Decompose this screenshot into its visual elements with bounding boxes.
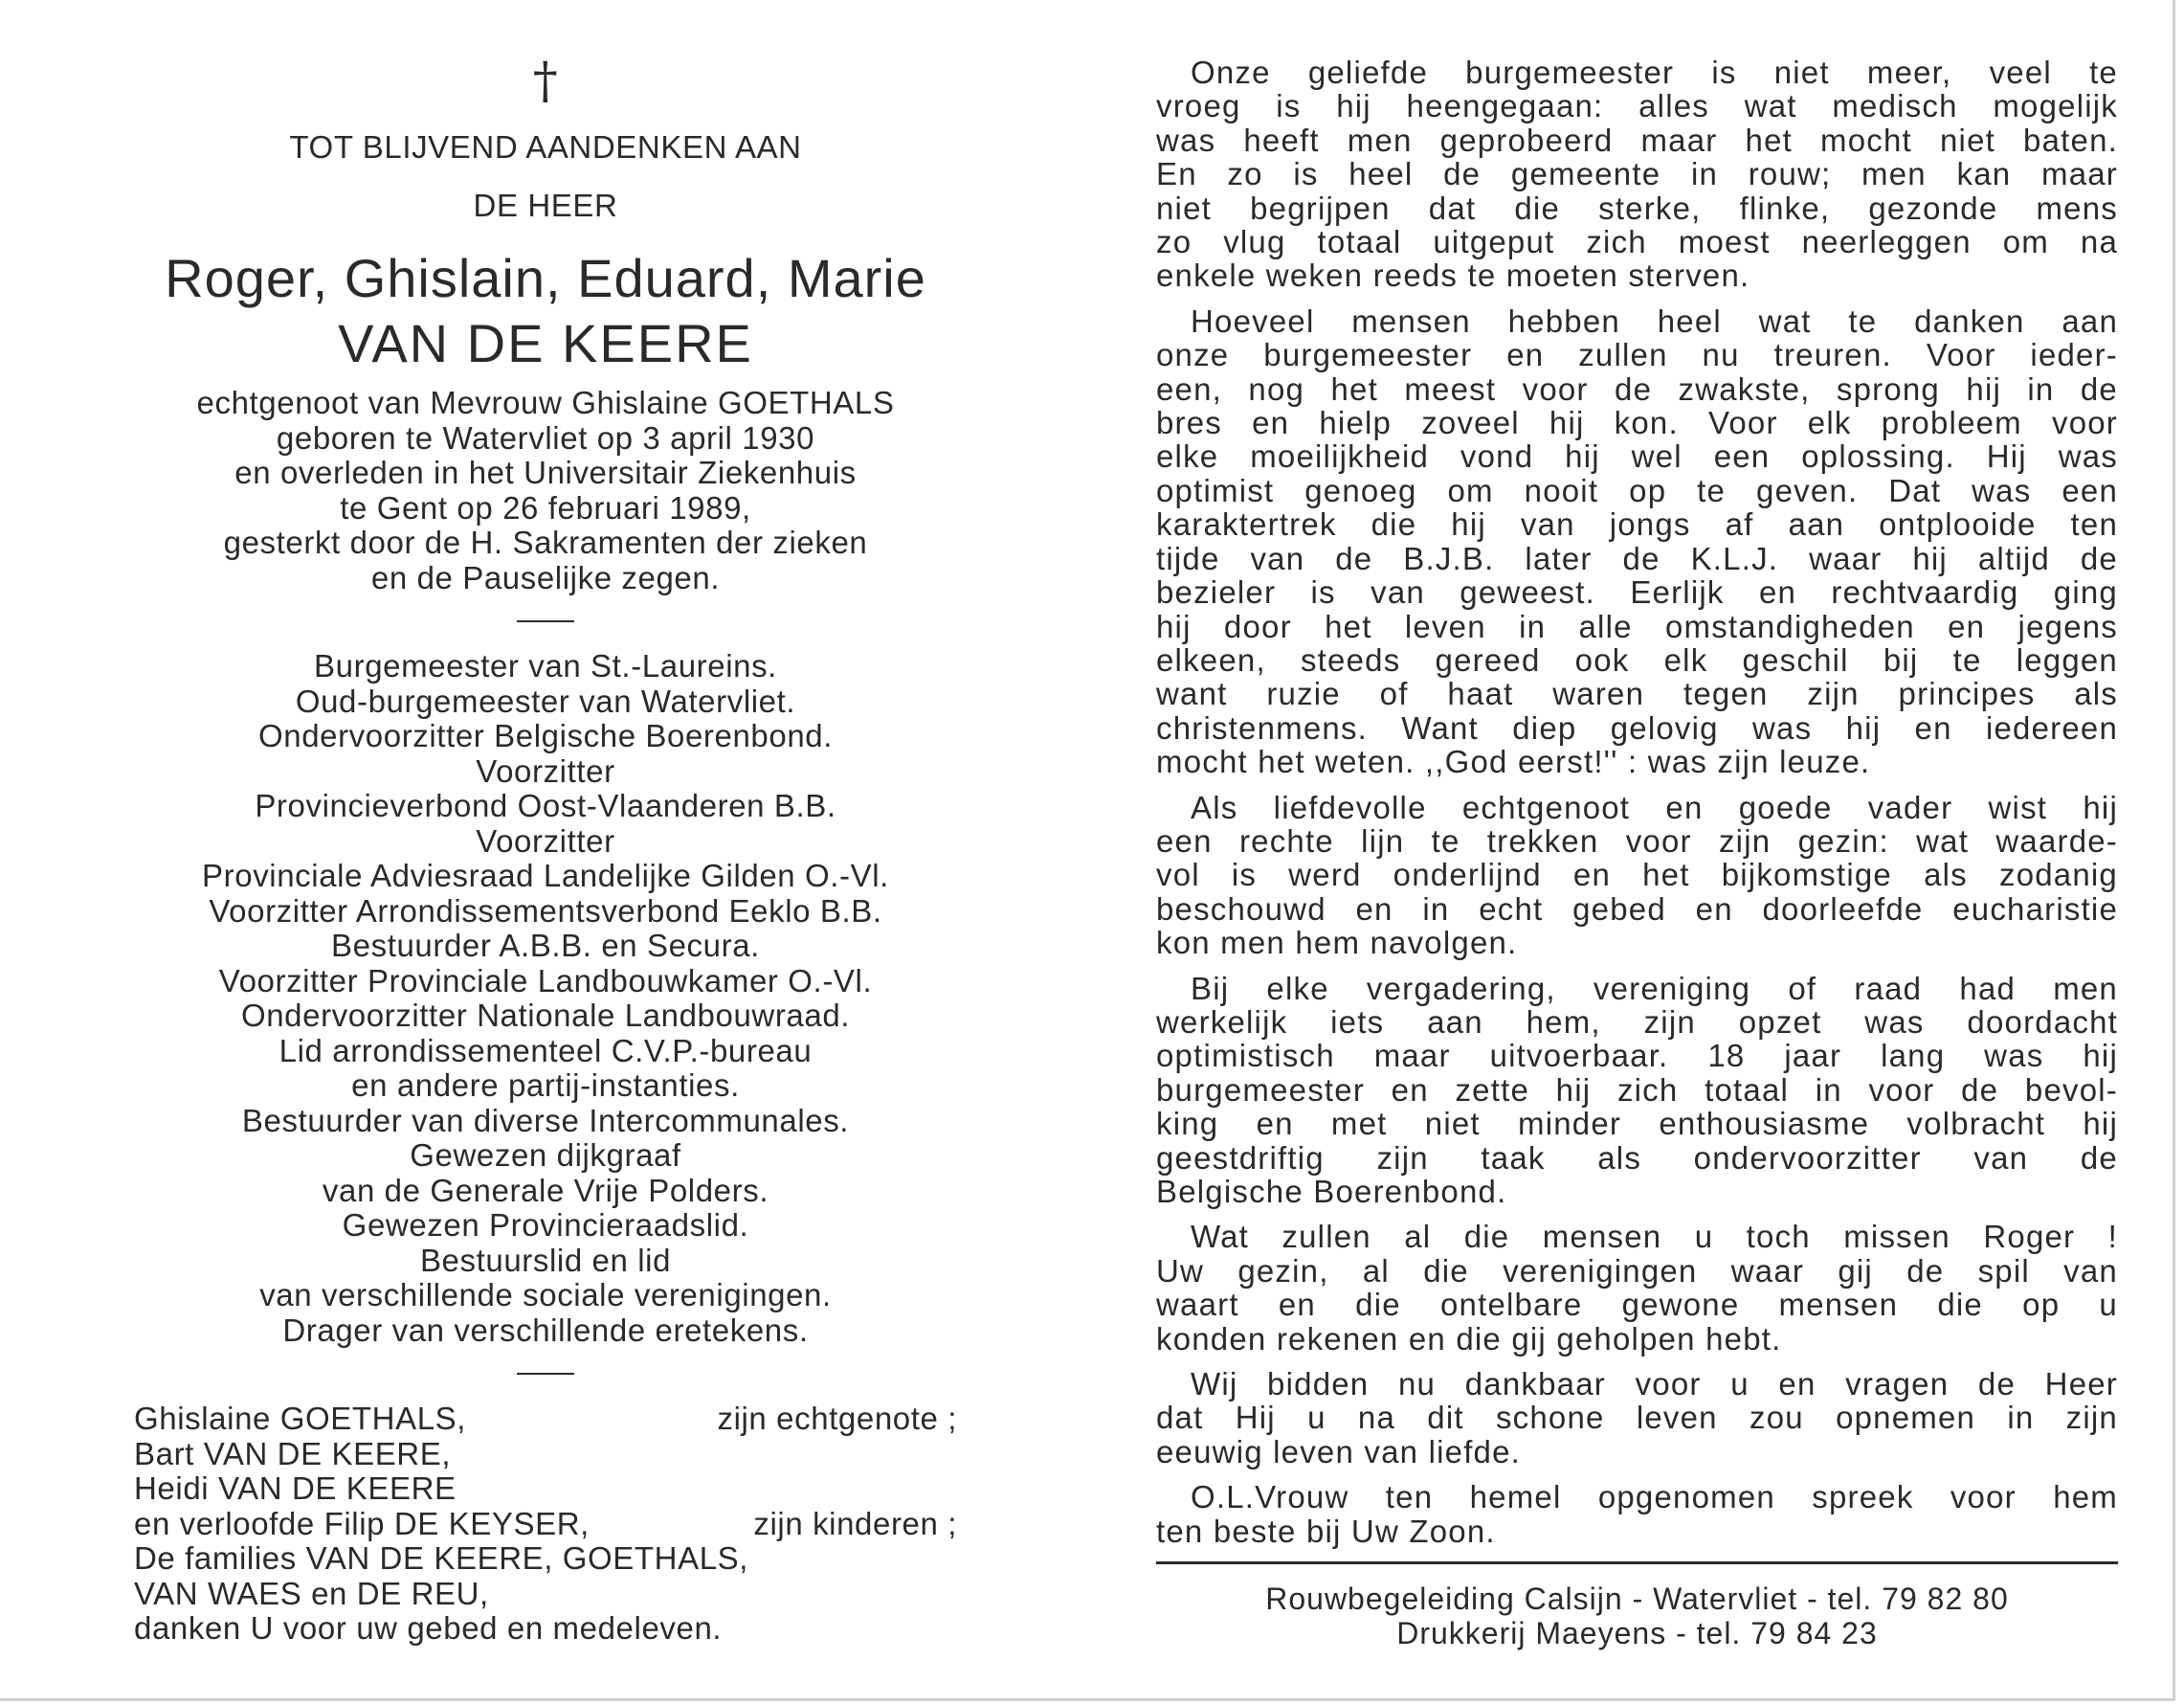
tribute-line: een, nog het meest voor de zwakste, sprong hij in de: [1156, 370, 2118, 407]
tribute-line: Bij elke vergadering, vereniging of raad had men: [1191, 970, 2118, 1006]
surname: VAN DE KEERE: [338, 313, 753, 373]
bio-line: geboren te Watervliet op 3 april 1930: [276, 419, 815, 456]
function-line: van de Generale Vrije Polders.: [322, 1172, 769, 1208]
tribute-line: was heeft men geprobeerd maar het mocht niet baten.: [1156, 122, 2118, 158]
family-role: zijn echtgenote ;: [717, 1401, 957, 1436]
function-line: Drager van verschillende eretekens.: [282, 1312, 809, 1348]
tribute-line: vroeg is hij heengegaan: alles wat medisch mogelijk: [1156, 88, 2118, 124]
bio-line: te Gent op 26 februari 1989,: [340, 489, 751, 526]
tribute-line: tijde van de B.J.B. later de K.L.J. waar hij altijd de: [1156, 540, 2118, 576]
bio-line: en overleden in het Universitair Ziekenhuis: [234, 455, 857, 490]
tribute-line: burgemeester en zette hij zich totaal in voor de bevol-: [1156, 1071, 2118, 1108]
function-line: Voorzitter Arrondissementsverbond Eeklo B.B.: [209, 892, 882, 929]
function-line: Burgemeester van St.-Laureins.: [314, 648, 777, 684]
left-column: [124, 53, 967, 1647]
tribute-line: een rechte lijn te trekken voor zijn gezin: wat waarde-: [1156, 822, 2118, 859]
tribute-line: dat Hij u na dit schone leven zou opnemen in zijn: [1156, 1400, 2118, 1436]
tribute-line: vol is werd onderlijnd en het bijkomstige als zodanig: [1156, 857, 2118, 893]
tribute-line: ten beste bij Uw Zoon.: [1156, 1513, 1496, 1549]
tribute-line: mocht het weten. ,,God eerst!'' : was zijn leuze.: [1156, 744, 1871, 780]
tribute-line: optimist genoeg om nooit op te geven. Dat was een: [1156, 472, 2118, 508]
function-line: Provincieverbond Oost-Vlaanderen B.B.: [255, 788, 836, 823]
tribute-line: geestdriftig zijn taak als ondervoorzitter van de: [1156, 1139, 2118, 1176]
tribute-line: waart en die ontelbare gewone mensen die op u: [1156, 1287, 2118, 1323]
tribute-paragraph: [1156, 1480, 2118, 1548]
function-line: Ondervoorzitter Nationale Landbouwraad.: [240, 998, 851, 1033]
functions-block: [124, 649, 967, 1348]
family-name: De families VAN DE KEERE, GOETHALS,: [134, 1540, 749, 1576]
tribute-text: [1156, 56, 2118, 1548]
bio-line: gesterkt door de H. Sakramenten der zieken: [223, 525, 868, 560]
tribute-line: Wat zullen al die mensen u toch missen Roger !: [1191, 1219, 2118, 1255]
family-row: [134, 1507, 957, 1542]
function-line: Bestuurder A.B.B. en Secura.: [331, 928, 760, 963]
tribute-line: optimistisch maar uitvoerbaar. 18 jaar lang was hij: [1156, 1038, 2118, 1074]
tribute-line: O.L.Vrouw ten hemel opgenomen spreek voor hem: [1191, 1479, 2118, 1515]
function-line: Bestuurslid en lid: [419, 1242, 672, 1278]
tribute-line: elke moeilijkheid vond hij wel een oplossing. Hij was: [1156, 438, 2118, 475]
tribute-line: karaktertrek die hij van jongs af aan ontplooide ten: [1156, 506, 2118, 543]
family-block: [134, 1402, 957, 1647]
tribute-line: Als liefdevolle echtgenoot en goede vader wist hij: [1191, 789, 2118, 825]
family-role: zijn kinderen ;: [753, 1505, 957, 1541]
family-name: Heidi VAN DE KEERE: [134, 1470, 457, 1506]
function-line: Ondervoorzitter Belgische Boerenbond.: [257, 718, 834, 753]
bio-block: [124, 386, 967, 595]
tribute-paragraph: [1156, 1220, 2118, 1356]
tribute-line: beschouwd en in echt gebed en doorleefde eucharistie: [1156, 890, 2118, 927]
function-line: Gewezen Provincieraadslid.: [342, 1207, 749, 1243]
function-line: Lid arrondissementeel C.V.P.-bureau: [279, 1032, 813, 1068]
tribute-line: eeuwig leven van liefde.: [1156, 1433, 1522, 1469]
tribute-line: elkeen, steeds gereed ook elk geschil bij te leggen: [1156, 641, 2118, 678]
function-line: Oud-burgemeester van Watervliet.: [295, 683, 796, 719]
tribute-line: enkele weken reeds te moeten sterven.: [1156, 258, 1750, 294]
tribute-line: niet begrijpen dat die sterke, flinke, gezonde mens: [1156, 190, 2118, 226]
function-line: Voorzitter: [476, 752, 615, 789]
family-name: en verloofde Filip DE KEYSER,: [134, 1505, 590, 1541]
tribute-line: Wij bidden nu dankbaar voor u en vragen de Heer: [1191, 1366, 2118, 1402]
tribute-line: want ruzie of haat waren tegen zijn principes als: [1156, 676, 2118, 712]
right-column: [1156, 56, 2118, 1650]
tribute-line: Belgische Boerenbond.: [1156, 1174, 1507, 1209]
given-names: Roger, Ghislain, Eduard, Marie: [165, 248, 926, 308]
tribute-line: kon men hem navolgen.: [1156, 925, 1518, 961]
tribute-line: onze burgemeester en zullen nu treuren. Voor ieder-: [1156, 337, 2118, 373]
heading-line: TOT BLIJVEND AANDENKEN AAN: [289, 129, 802, 165]
divider: [517, 620, 574, 622]
family-name: Bart VAN DE KEERE,: [134, 1435, 452, 1471]
bio-line: echtgenoot van Mevrouw Ghislaine GOETHALS: [196, 385, 895, 420]
tribute-paragraph: [1156, 972, 2118, 1209]
tribute-paragraph: [1156, 791, 2118, 960]
tribute-line: king en met niet minder enthousiasme volbracht hij: [1156, 1106, 2118, 1142]
function-line: Gewezen dijkgraaf: [410, 1137, 681, 1173]
tribute-paragraph: [1156, 304, 2118, 779]
tribute-line: hij door het leven in alle omstandigheden en jegens: [1156, 608, 2118, 644]
tribute-line: christenmens. Want diep gelovig was hij en iedereen: [1156, 709, 2118, 746]
family-name: VAN WAES en DE REU,: [134, 1575, 489, 1611]
tribute-line: werkelijk iets aan hem, zijn opzet was doordacht: [1156, 1003, 2118, 1040]
tribute-line: Uw gezin, al die verenigingen waar gij de spil van: [1156, 1252, 2118, 1289]
funeral-service-line: Rouwbegeleiding Calsijn - Watervliet - tel. 79 82 80: [1265, 1582, 2009, 1617]
heading-line: DE HEER: [473, 188, 618, 223]
tribute-line: bres en hielp zoveel hij kon. Voor elk probleem voor: [1156, 405, 2118, 441]
tribute-line: Hoeveel mensen hebben heel wat te danken aan: [1191, 303, 2118, 339]
function-line: Voorzitter: [476, 822, 615, 859]
family-name: Ghislaine GOETHALS,: [134, 1401, 467, 1436]
function-line: en andere partij-instanties.: [351, 1067, 740, 1103]
printer-line: Drukkerij Maeyens - tel. 79 84 23: [1396, 1616, 1878, 1651]
function-line: Voorzitter Provinciale Landbouwkamer O.-Vl.: [218, 962, 873, 998]
function-line: Provinciale Adviesraad Landelijke Gilden O.-Vl.: [202, 858, 889, 893]
divider: [517, 1373, 574, 1375]
tribute-line: zo vlug totaal uitgeput zich moest neerleggen om na: [1156, 224, 2118, 260]
tribute-paragraph: [1156, 56, 2118, 293]
tribute-line: En zo is heel de gemeente in rouw; men kan maar: [1156, 156, 2118, 192]
tribute-paragraph: [1156, 1367, 2118, 1469]
tribute-line: bezieler is van geweest. Eerlijk en rechtvaardig ging: [1156, 574, 2118, 611]
footer: [1156, 1582, 2118, 1650]
tribute-line: Onze geliefde burgemeester is niet meer, veel te: [1191, 55, 2118, 90]
tribute-line: konden rekenen en die gij geholpen hebt.: [1156, 1320, 1782, 1357]
function-line: van verschillende sociale verenigingen.: [259, 1277, 832, 1312]
footer-rule: [1156, 1561, 2118, 1564]
function-line: Bestuurder van diverse Intercommunales.: [241, 1102, 850, 1138]
bio-line: en de Pauselijke zegen.: [370, 559, 721, 595]
family-thanks: danken U voor uw gebed en medeleven.: [134, 1610, 723, 1646]
family-row: [134, 1402, 957, 1437]
cross-icon: †: [532, 53, 559, 110]
